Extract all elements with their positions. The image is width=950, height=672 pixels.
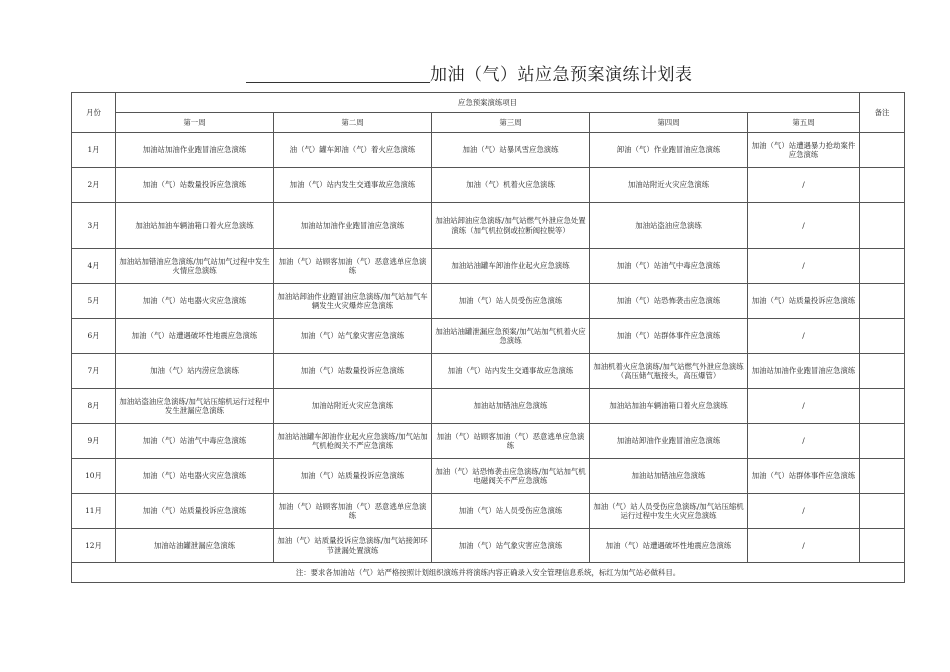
remark-cell — [860, 354, 905, 389]
month-cell: 8月 — [72, 389, 116, 424]
remark-cell — [860, 133, 905, 168]
drill-cell-week-1: 加油站盗油应急演练/加气站压缩机运行过程中发生泄漏应急演练 — [116, 389, 274, 424]
remark-cell — [860, 203, 905, 249]
drill-cell-week-4: 卸油（气）作业跑冒油应急演练 — [590, 133, 748, 168]
drill-cell-week-3: 加油站油罐泄漏应急预案/加气站加气机着火应急演练 — [432, 319, 590, 354]
drill-cell-week-2: 油（气）罐车卸油（气）着火应急演练 — [274, 133, 432, 168]
remark-cell — [860, 168, 905, 203]
drill-cell-week-5: 加油（气）站质量投诉应急演练 — [748, 284, 860, 319]
week-header-3: 第三周 — [432, 113, 590, 133]
drill-cell-week-4: 加油（气）站遭遇破坏性地震应急演练 — [590, 529, 748, 563]
drill-cell-week-5: / — [748, 494, 860, 529]
drill-cell-week-5: / — [748, 203, 860, 249]
drill-cell-week-1: 加油（气）站遭遇破坏性地震应急演练 — [116, 319, 274, 354]
remark-cell — [860, 424, 905, 459]
footnote: 注：要求各加油站（气）站严格按照计划组织演练并将演练内容正确录入安全管理信息系统，标红为加气站必做科目。 — [72, 563, 905, 583]
drill-cell-week-5: / — [748, 249, 860, 284]
drill-cell-week-4: 加油站加错油应急演练 — [590, 459, 748, 494]
week-header-1: 第一周 — [116, 113, 274, 133]
title-area — [246, 60, 766, 84]
drill-cell-week-1: 加油站加油作业跑冒油应急演练 — [116, 133, 274, 168]
drill-cell-week-4: 加油站附近火灾应急演练 — [590, 168, 748, 203]
drill-cell-week-1: 加油（气）站油气中毒应急演练 — [116, 424, 274, 459]
drill-cell-week-1: 加油（气）站质量投诉应急演练 — [116, 494, 274, 529]
remark-header: 备注 — [860, 93, 905, 133]
table-row — [72, 389, 905, 424]
drill-cell-week-5: 加油（气）站遭遇暴力抢劫案件应急演练 — [748, 133, 860, 168]
page-title: 加油（气）站应急预案演练计划表 — [430, 65, 693, 85]
drill-cell-week-3: 加油（气）站气象灾害应急演练 — [432, 529, 590, 563]
month-cell: 6月 — [72, 319, 116, 354]
month-cell: 2月 — [72, 168, 116, 203]
drill-cell-week-5: / — [748, 529, 860, 563]
header-row-2 — [72, 113, 905, 133]
drill-cell-week-5: / — [748, 168, 860, 203]
month-cell: 12月 — [72, 529, 116, 563]
table-row — [72, 249, 905, 284]
drill-cell-week-3: 加油（气）站顾客加油（气）恶意逃单应急演练 — [432, 424, 590, 459]
drill-cell-week-2: 加油站卸油作业跑冒油应急演练/加气站加气车辆发生火灾爆炸应急演练 — [274, 284, 432, 319]
table-row — [72, 133, 905, 168]
month-cell: 7月 — [72, 354, 116, 389]
drill-cell-week-2: 加油（气）站内发生交通事故应急演练 — [274, 168, 432, 203]
drill-cell-week-2: 加油站加油作业跑冒油应急演练 — [274, 203, 432, 249]
table-row — [72, 459, 905, 494]
remark-cell — [860, 389, 905, 424]
drill-cell-week-5: 加油（气）站群体事件应急演练 — [748, 459, 860, 494]
table-row — [72, 494, 905, 529]
drill-cell-week-2: 加油（气）站顾客加油（气）恶意逃单应急演练 — [274, 494, 432, 529]
drill-cell-week-1: 加油（气）站数量投诉应急演练 — [116, 168, 274, 203]
drill-cell-week-2: 加油（气）站质量投诉应急演练/加气站接卸环节泄漏处置演练 — [274, 529, 432, 563]
table-row — [72, 424, 905, 459]
drill-cell-week-4: 加油（气）站恐怖袭击应急演练 — [590, 284, 748, 319]
drill-cell-week-2: 加油站附近火灾应急演练 — [274, 389, 432, 424]
month-header: 月份 — [72, 93, 116, 133]
drill-cell-week-1: 加油（气）站电器火灾应急演练 — [116, 459, 274, 494]
title-underline — [246, 82, 430, 83]
week-header-4: 第四周 — [590, 113, 748, 133]
month-cell: 3月 — [72, 203, 116, 249]
drill-cell-week-2: 加油（气）站气象灾害应急演练 — [274, 319, 432, 354]
drill-cell-week-3: 加油（气）站人员受伤应急演练 — [432, 494, 590, 529]
drill-cell-week-4: 加油站加油车辆油箱口着火应急演练 — [590, 389, 748, 424]
table-row — [72, 168, 905, 203]
month-cell: 4月 — [72, 249, 116, 284]
month-cell: 11月 — [72, 494, 116, 529]
remark-cell — [860, 529, 905, 563]
drill-cell-week-4: 加油（气）站油气中毒应急演练 — [590, 249, 748, 284]
header-row-1 — [72, 93, 905, 113]
week-header-5: 第五周 — [748, 113, 860, 133]
table-row — [72, 203, 905, 249]
drill-cell-week-3: 加油（气）站恐怖袭击应急演练/加气站加气机电磁阀关不严应急演练 — [432, 459, 590, 494]
drill-cell-week-4: 加油机着火应急演练/加气站燃气外泄应急演练（高压储气瓶接头，高压爆管） — [590, 354, 748, 389]
drill-cell-week-5: 加油站加油作业跑冒油应急演练 — [748, 354, 860, 389]
remark-cell — [860, 459, 905, 494]
table-row — [72, 354, 905, 389]
drill-cell-week-3: 加油（气）站人员受伤应急演练 — [432, 284, 590, 319]
drill-cell-week-3: 加油（气）站内发生交通事故应急演练 — [432, 354, 590, 389]
drill-cell-week-3: 加油站油罐车卸油作业起火应急演练 — [432, 249, 590, 284]
project-header: 应急预案演练项目 — [116, 93, 860, 113]
drill-cell-week-5: / — [748, 389, 860, 424]
month-cell: 5月 — [72, 284, 116, 319]
month-cell: 10月 — [72, 459, 116, 494]
week-header-2: 第二周 — [274, 113, 432, 133]
drill-cell-week-2: 加油站油罐车卸油作业起火应急演练/加气站加气机枪阀关不严应急演练 — [274, 424, 432, 459]
remark-cell — [860, 494, 905, 529]
drill-plan-table — [71, 92, 905, 583]
drill-cell-week-3: 加油站加错油应急演练 — [432, 389, 590, 424]
table-row — [72, 529, 905, 563]
note-row — [72, 563, 905, 583]
drill-cell-week-1: 加油（气）站内涝应急演练 — [116, 354, 274, 389]
remark-cell — [860, 319, 905, 354]
drill-cell-week-1: 加油站加错油应急演练/加气站加气过程中发生火情应急演练 — [116, 249, 274, 284]
drill-cell-week-3: 加油站卸油应急演练/加气站燃气外泄应急处置演练（加气机拉倒或拉断阀拉脱等） — [432, 203, 590, 249]
drill-cell-week-4: 加油（气）站群体事件应急演练 — [590, 319, 748, 354]
drill-cell-week-4: 加油站盗油应急演练 — [590, 203, 748, 249]
drill-cell-week-3: 加油（气）站暴风雪应急演练 — [432, 133, 590, 168]
drill-cell-week-2: 加油（气）站数量投诉应急演练 — [274, 354, 432, 389]
remark-cell — [860, 284, 905, 319]
drill-cell-week-2: 加油（气）站质量投诉应急演练 — [274, 459, 432, 494]
drill-cell-week-3: 加油（气）机着火应急演练 — [432, 168, 590, 203]
table-row — [72, 319, 905, 354]
drill-cell-week-5: / — [748, 319, 860, 354]
month-cell: 9月 — [72, 424, 116, 459]
drill-cell-week-5: / — [748, 424, 860, 459]
drill-cell-week-4: 加油站卸油作业跑冒油应急演练 — [590, 424, 748, 459]
remark-cell — [860, 249, 905, 284]
drill-cell-week-1: 加油站加油车辆油箱口着火应急演练 — [116, 203, 274, 249]
drill-cell-week-1: 加油（气）站电器火灾应急演练 — [116, 284, 274, 319]
table-row — [72, 284, 905, 319]
month-cell: 1月 — [72, 133, 116, 168]
drill-cell-week-2: 加油（气）站顾客加油（气）恶意逃单应急演练 — [274, 249, 432, 284]
drill-cell-week-4: 加油（气）站人员受伤应急演练/加气站压缩机运行过程中发生火灾应急演练 — [590, 494, 748, 529]
drill-cell-week-1: 加油站油罐泄漏应急演练 — [116, 529, 274, 563]
